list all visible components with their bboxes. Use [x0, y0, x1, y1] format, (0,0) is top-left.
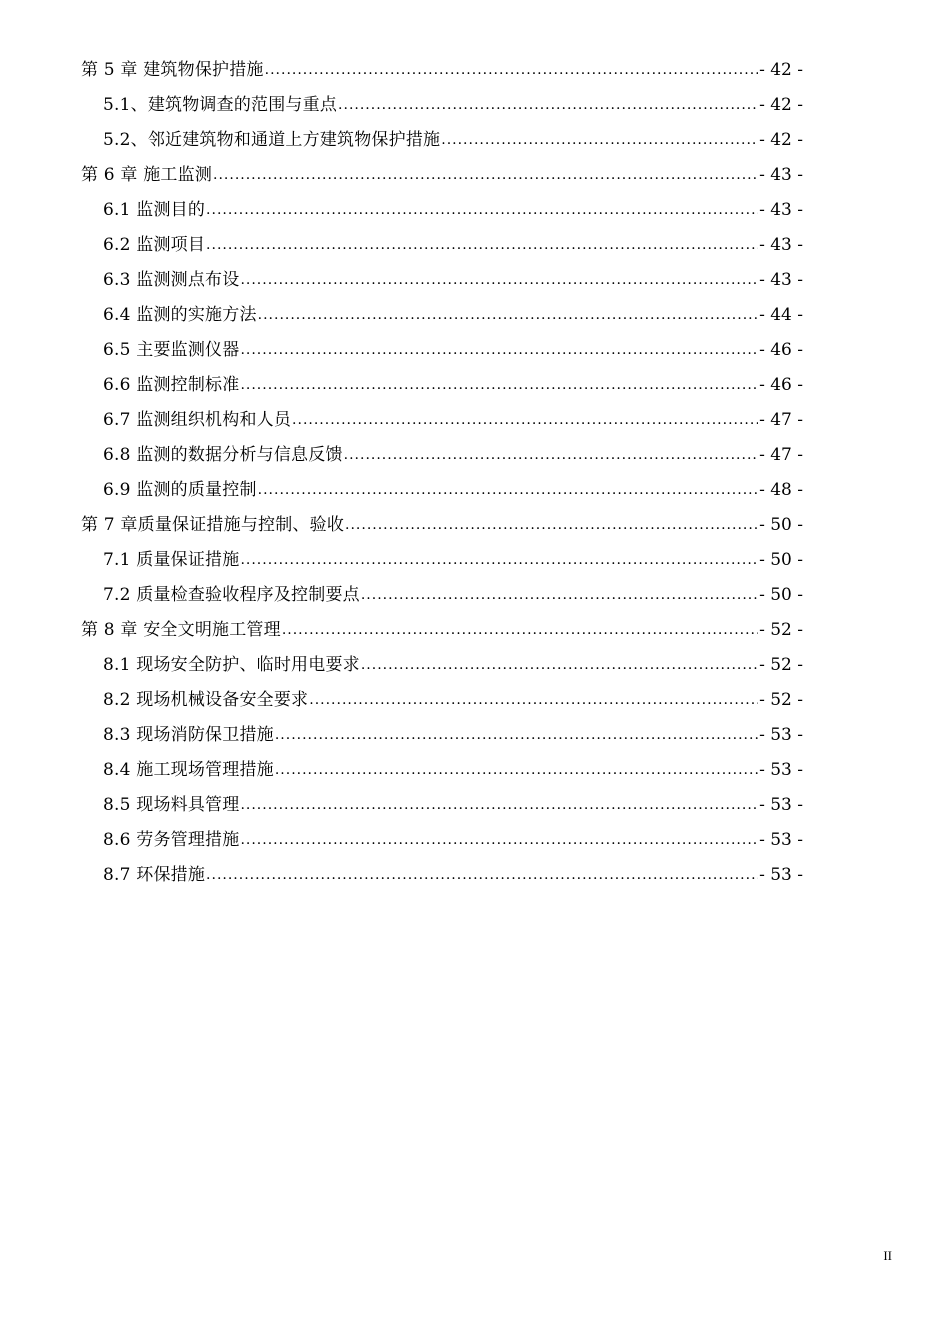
toc-entry-page: - 46 -	[759, 375, 803, 395]
toc-entry-title: 6.3 监测测点布设	[103, 270, 240, 290]
toc-entry-title: 6.5 主要监测仪器	[103, 340, 240, 360]
toc-entry-page: - 46 -	[759, 340, 803, 360]
toc-entry-page: - 47 -	[759, 445, 803, 465]
toc-entry-title: 7.2 质量检查验收程序及控制要点	[103, 585, 360, 605]
dot-leader	[240, 793, 758, 818]
toc-entry-page: - 43 -	[759, 200, 803, 220]
toc-entry-title: 8.5 现场料具管理	[103, 795, 240, 815]
dot-leader	[213, 163, 758, 188]
toc-entry-title: 第 6 章 施工监测	[81, 165, 213, 185]
toc-entry-page: - 53 -	[759, 725, 803, 745]
dot-leader	[258, 303, 758, 328]
dot-leader	[345, 513, 758, 538]
toc-entry-page: - 47 -	[759, 410, 803, 430]
toc-entry-page: - 42 -	[759, 130, 803, 150]
dot-leader	[282, 618, 758, 643]
toc-entry-title: 8.1 现场安全防护、临时用电要求	[103, 655, 360, 675]
toc-entry-page: - 52 -	[759, 690, 803, 710]
toc-entry-section[interactable]	[81, 758, 803, 783]
toc-entry-page: - 43 -	[759, 235, 803, 255]
dot-leader	[206, 233, 758, 258]
toc-entry-chapter[interactable]	[81, 58, 803, 83]
toc-entry-title: 第 8 章 安全文明施工管理	[81, 620, 281, 640]
dot-leader	[309, 688, 758, 713]
toc-entry-section[interactable]	[81, 478, 803, 503]
toc-entry-page: - 53 -	[759, 865, 803, 885]
toc-entry-title: 8.2 现场机械设备安全要求	[103, 690, 309, 710]
toc-entry-page: - 44 -	[759, 305, 803, 325]
toc-entry-title: 6.8 监测的数据分析与信息反馈	[103, 445, 343, 465]
toc-entry-section[interactable]	[81, 828, 803, 853]
toc-entry-chapter[interactable]	[81, 618, 803, 643]
toc-entry-section[interactable]	[81, 373, 803, 398]
dot-leader	[361, 653, 758, 678]
dot-leader	[240, 548, 758, 573]
toc-entry-title: 6.6 监测控制标准	[103, 375, 240, 395]
dot-leader	[258, 478, 758, 503]
toc-entry-page: - 50 -	[759, 585, 803, 605]
toc-entry-title: 8.6 劳务管理措施	[103, 830, 240, 850]
toc-entry-title: 5.1、建筑物调查的范围与重点	[103, 95, 338, 115]
toc-entry-chapter[interactable]	[81, 513, 803, 538]
toc-entry-page: - 52 -	[759, 655, 803, 675]
toc-entry-section[interactable]	[81, 548, 803, 573]
toc-entry-title: 8.7 环保措施	[103, 865, 206, 885]
dot-leader	[441, 128, 758, 153]
dot-leader	[275, 758, 758, 783]
toc-entry-title: 7.1 质量保证措施	[103, 550, 240, 570]
toc-entry-section[interactable]	[81, 723, 803, 748]
toc-entry-page: - 42 -	[759, 95, 803, 115]
dot-leader	[240, 268, 758, 293]
toc-entry-page: - 48 -	[759, 480, 803, 500]
dot-leader	[240, 828, 758, 853]
toc-entry-page: - 53 -	[759, 830, 803, 850]
toc-entry-section[interactable]	[81, 583, 803, 608]
toc-entry-page: - 53 -	[759, 795, 803, 815]
dot-leader	[206, 863, 758, 888]
dot-leader	[344, 443, 758, 468]
toc-entry-section[interactable]	[81, 653, 803, 678]
dot-leader	[275, 723, 758, 748]
toc-entry-section[interactable]	[81, 408, 803, 433]
toc-entry-page: - 52 -	[759, 620, 803, 640]
toc-entry-page: - 50 -	[759, 515, 803, 535]
toc-entry-section[interactable]	[81, 863, 803, 888]
toc-entry-section[interactable]	[81, 198, 803, 223]
toc-entry-title: 6.9 监测的质量控制	[103, 480, 257, 500]
toc-entry-section[interactable]	[81, 793, 803, 818]
toc-entry-page: - 43 -	[759, 165, 803, 185]
table-of-contents	[81, 58, 803, 898]
dot-leader	[338, 93, 758, 118]
toc-entry-page: - 50 -	[759, 550, 803, 570]
dot-leader	[206, 198, 758, 223]
dot-leader	[265, 58, 758, 83]
toc-entry-title: 8.3 现场消防保卫措施	[103, 725, 274, 745]
toc-entry-section[interactable]	[81, 338, 803, 363]
toc-entry-section[interactable]	[81, 303, 803, 328]
toc-entry-section[interactable]	[81, 233, 803, 258]
toc-entry-title: 6.1 监测目的	[103, 200, 206, 220]
dot-leader	[292, 408, 758, 433]
toc-entry-section[interactable]	[81, 128, 803, 153]
dot-leader	[240, 373, 758, 398]
dot-leader	[240, 338, 758, 363]
dot-leader	[361, 583, 758, 608]
toc-entry-title: 6.2 监测项目	[103, 235, 206, 255]
toc-entry-title: 6.7 监测组织机构和人员	[103, 410, 292, 430]
toc-entry-page: - 42 -	[759, 60, 803, 80]
toc-entry-title: 6.4 监测的实施方法	[103, 305, 257, 325]
toc-entry-chapter[interactable]	[81, 163, 803, 188]
page-number: II	[883, 1248, 892, 1263]
toc-entry-section[interactable]	[81, 268, 803, 293]
toc-entry-section[interactable]	[81, 688, 803, 713]
toc-entry-page: - 43 -	[759, 270, 803, 290]
toc-entry-section[interactable]	[81, 93, 803, 118]
toc-entry-title: 8.4 施工现场管理措施	[103, 760, 274, 780]
toc-entry-title: 第 5 章 建筑物保护措施	[81, 60, 264, 80]
toc-entry-section[interactable]	[81, 443, 803, 468]
toc-entry-page: - 53 -	[759, 760, 803, 780]
toc-entry-title: 第 7 章质量保证措施与控制、验收	[81, 515, 345, 535]
toc-entry-title: 5.2、邻近建筑物和通道上方建筑物保护措施	[103, 130, 441, 150]
